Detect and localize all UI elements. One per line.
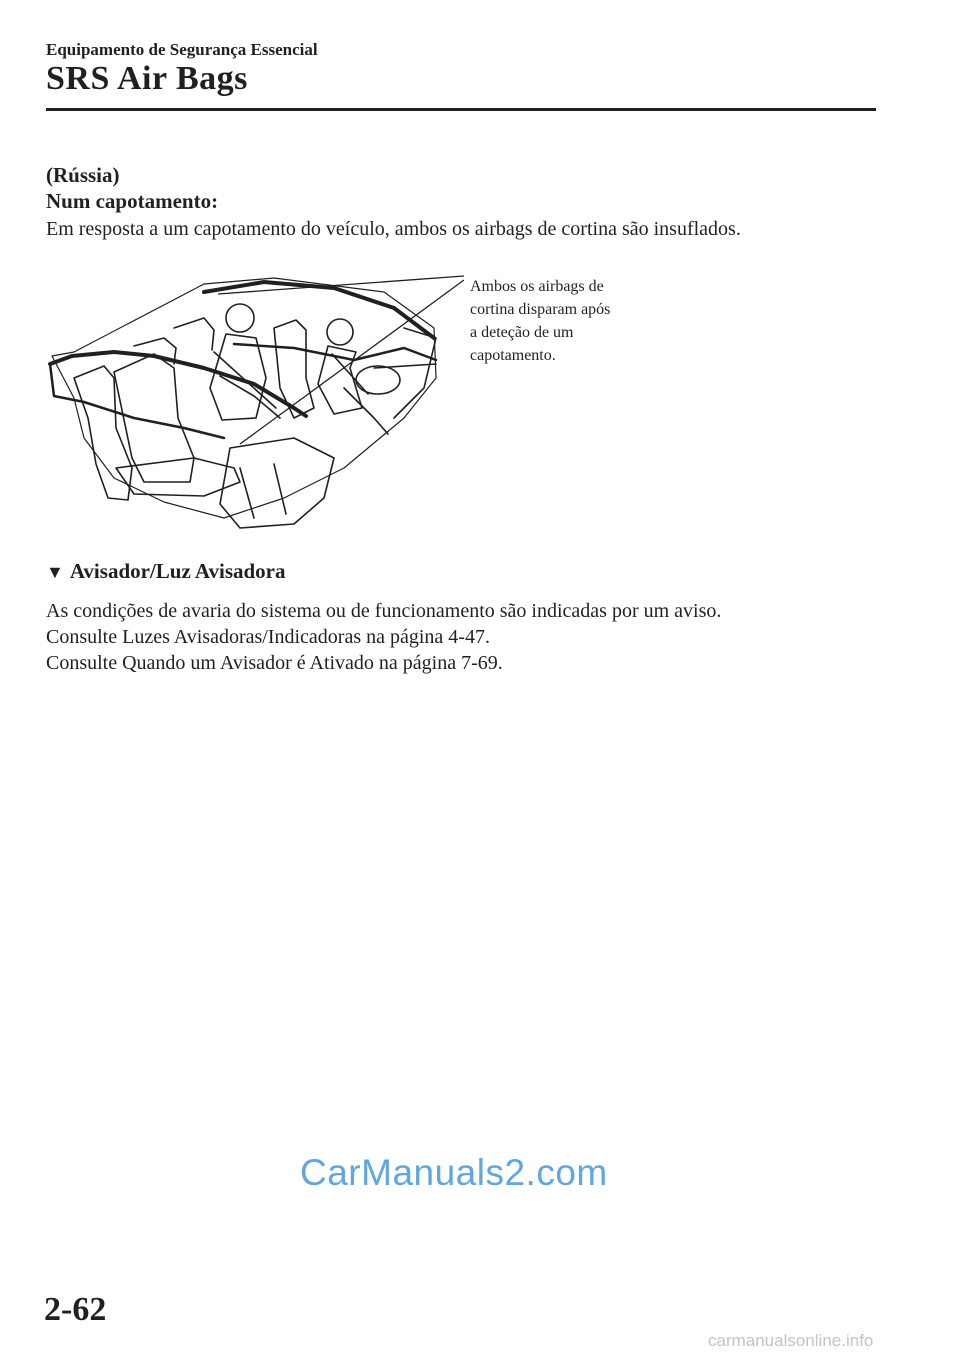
region-label: (Rússia) (46, 163, 120, 187)
watermark-logo: CarManuals2.com (300, 1152, 608, 1193)
rollover-subheading: Num capotamento: (46, 189, 219, 213)
section-label: Equipamento de Segurança Essencial (46, 40, 318, 59)
car-interior-illustration (44, 268, 464, 540)
paragraph-line: Consulte Luzes Avisadoras/Indicadoras na página 4-47. (46, 626, 490, 648)
page-number: 2-62 (44, 1291, 107, 1328)
section-heading-text: Avisador/Luz Avisadora (69, 559, 286, 583)
footer-site-mark: carmanualsonline.info (708, 1331, 874, 1350)
header-rule (46, 108, 876, 111)
callout-line: cortina disparam após (470, 301, 611, 318)
callout-line: a deteção de um (470, 324, 574, 341)
triangle-down-icon: ▼ (46, 562, 64, 582)
illustration-callout (470, 275, 670, 367)
callout-line: capotamento. (470, 347, 556, 364)
section-heading (46, 559, 286, 584)
callout-line: Ambos os airbags de (470, 278, 604, 295)
paragraph-line: Consulte Quando um Avisador é Ativado na página 7-69. (46, 652, 503, 674)
rollover-paragraph: Em resposta a um capotamento do veículo, ambos os airbags de cortina são insuflados. (46, 218, 741, 240)
chapter-title: SRS Air Bags (46, 60, 248, 97)
paragraph-line: As condições de avaria do sistema ou de funcionamento são indicadas por um aviso. (46, 600, 722, 622)
warning-paragraph (46, 598, 906, 676)
